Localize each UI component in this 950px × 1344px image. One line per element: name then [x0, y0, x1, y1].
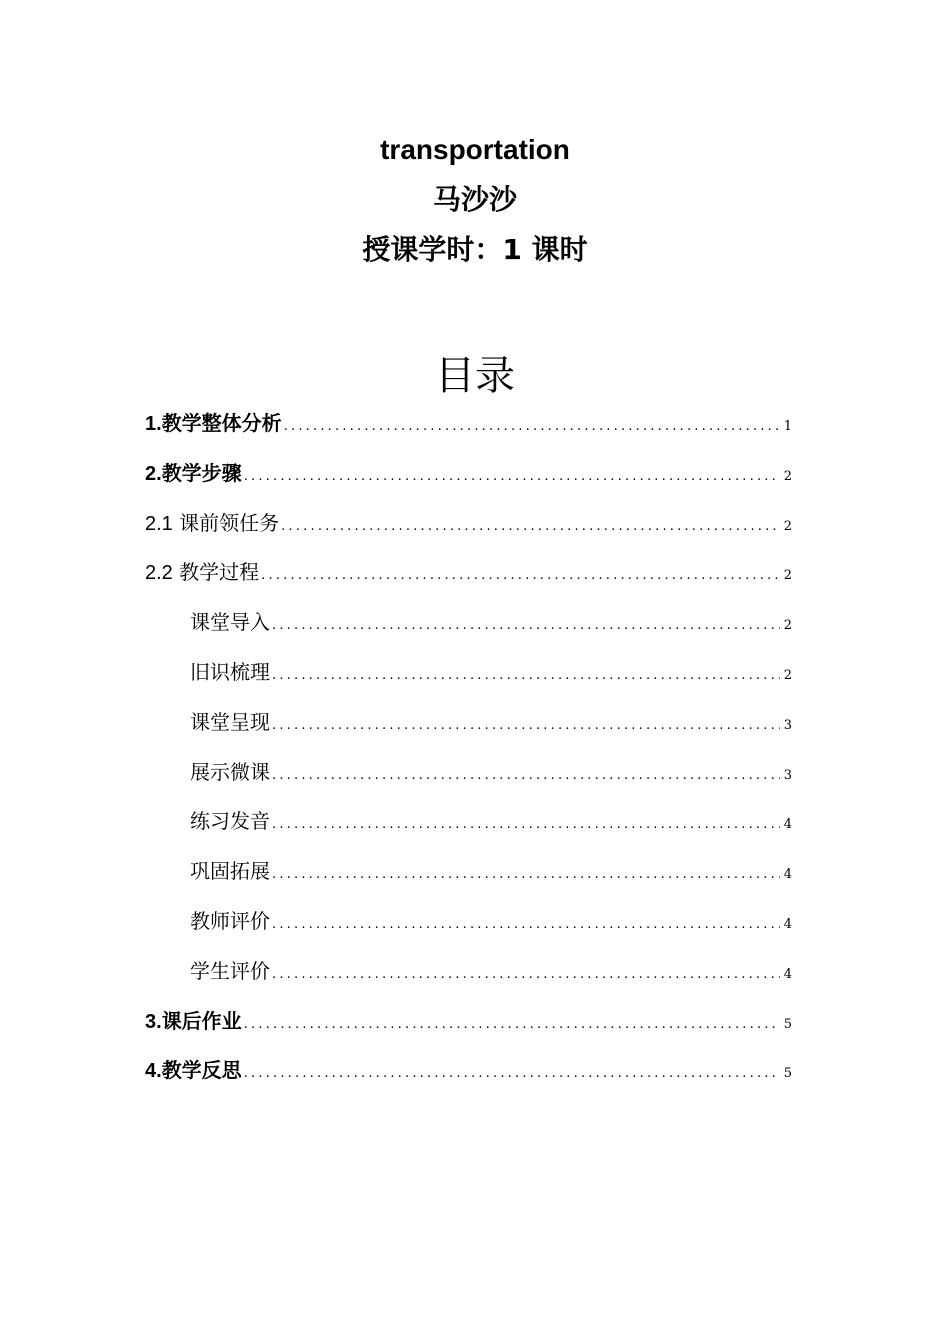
- toc-entry[interactable]: [190, 903, 792, 939]
- toc-entry-number: 4.: [145, 1060, 162, 1082]
- toc-dot-leader: [272, 758, 780, 790]
- toc-entry[interactable]: [190, 654, 792, 690]
- document-author: 马沙沙: [432, 183, 517, 216]
- toc-dot-leader: [272, 708, 780, 740]
- toc-entry-label: [145, 455, 242, 491]
- toc-entry[interactable]: [190, 853, 792, 889]
- toc-entry[interactable]: [145, 505, 792, 541]
- toc-entry[interactable]: [145, 455, 792, 491]
- toc-heading: 目录: [435, 353, 515, 399]
- toc-dot-leader: [272, 957, 780, 989]
- toc-entry-label: [145, 505, 279, 541]
- toc-page-number: 3: [783, 718, 792, 733]
- toc-entry-text: 教学步骤: [161, 461, 242, 485]
- toc-entry-number: 2.2: [145, 562, 173, 584]
- toc-page-number: 2: [783, 618, 792, 633]
- toc-entry-text: 教学反思: [161, 1058, 242, 1082]
- toc-entry-text: 教师评价: [190, 909, 270, 933]
- toc-page-number: 1: [783, 419, 792, 434]
- toc-entry-label: [190, 803, 270, 839]
- toc-entry[interactable]: [145, 554, 792, 590]
- toc-entry-text: 课后作业: [161, 1009, 242, 1033]
- toc-page-number: 4: [783, 917, 792, 932]
- toc-entry[interactable]: [190, 953, 792, 989]
- toc-page-number: 5: [783, 1017, 792, 1032]
- toc-page-number: 2: [783, 469, 792, 484]
- toc-entry-label: [190, 754, 270, 790]
- toc-entry-text: 教学整体分析: [161, 411, 282, 435]
- toc-dot-leader: [284, 409, 780, 441]
- toc-entry-number: 1.: [145, 413, 162, 435]
- toc-page-number: 2: [783, 668, 792, 683]
- toc-entry-label: [190, 654, 270, 690]
- toc-entry-label: [190, 604, 270, 640]
- toc-entry-label: [190, 903, 270, 939]
- toc-entry-text: 旧识梳理: [190, 660, 270, 684]
- toc-dot-leader: [272, 658, 780, 690]
- toc-entry-number: 3.: [145, 1011, 162, 1033]
- toc-page-number: 5: [783, 1066, 792, 1081]
- toc-entry-label: [145, 554, 259, 590]
- toc-entry-number: 2.1: [145, 513, 173, 535]
- toc-entry[interactable]: [190, 803, 792, 839]
- toc-entry-label: [190, 953, 270, 989]
- toc-dot-leader: [244, 459, 780, 491]
- toc-dot-leader: [272, 857, 780, 889]
- toc-entry-text: 展示微课: [190, 760, 270, 784]
- toc-entry[interactable]: [145, 1003, 792, 1039]
- toc-page-number: 2: [783, 519, 792, 534]
- toc-entry[interactable]: [190, 754, 792, 790]
- toc-entry-label: [145, 1003, 242, 1039]
- toc-entry-text: 教学过程: [179, 560, 260, 584]
- toc-entry[interactable]: [190, 704, 792, 740]
- toc-entry-number: 2.: [145, 463, 162, 485]
- toc-dot-leader: [244, 1007, 780, 1039]
- toc-entry-text: 学生评价: [190, 959, 270, 983]
- document-class-hours: 授课学时：1 课时: [362, 233, 588, 266]
- toc-dot-leader: [244, 1056, 780, 1088]
- toc-entry-text: 课前领任务: [179, 511, 280, 535]
- toc-dot-leader: [272, 907, 780, 939]
- toc-page-number: 3: [783, 768, 792, 783]
- toc-entry[interactable]: [190, 604, 792, 640]
- toc-entry-label: [145, 1052, 242, 1088]
- toc-dot-leader: [272, 807, 780, 839]
- toc-entry-text: 课堂呈现: [190, 710, 270, 734]
- toc-dot-leader: [272, 608, 780, 640]
- toc-dot-leader: [261, 558, 780, 590]
- toc-entry-text: 课堂导入: [190, 610, 270, 634]
- toc-page-number: 4: [783, 817, 792, 832]
- toc-page-number: 4: [783, 867, 792, 882]
- toc-entry-label: [145, 405, 282, 441]
- toc-page-number: 4: [783, 967, 792, 982]
- toc-dot-leader: [281, 509, 780, 541]
- document-title: transportation: [380, 134, 570, 165]
- toc-entry-text: 练习发音: [190, 809, 270, 833]
- toc-entry-text: 巩固拓展: [190, 859, 270, 883]
- toc-entry[interactable]: [145, 405, 792, 441]
- toc-entry-label: [190, 853, 270, 889]
- toc-page-number: 2: [783, 568, 792, 583]
- toc-entry-label: [190, 704, 270, 740]
- toc-entry[interactable]: [145, 1052, 792, 1088]
